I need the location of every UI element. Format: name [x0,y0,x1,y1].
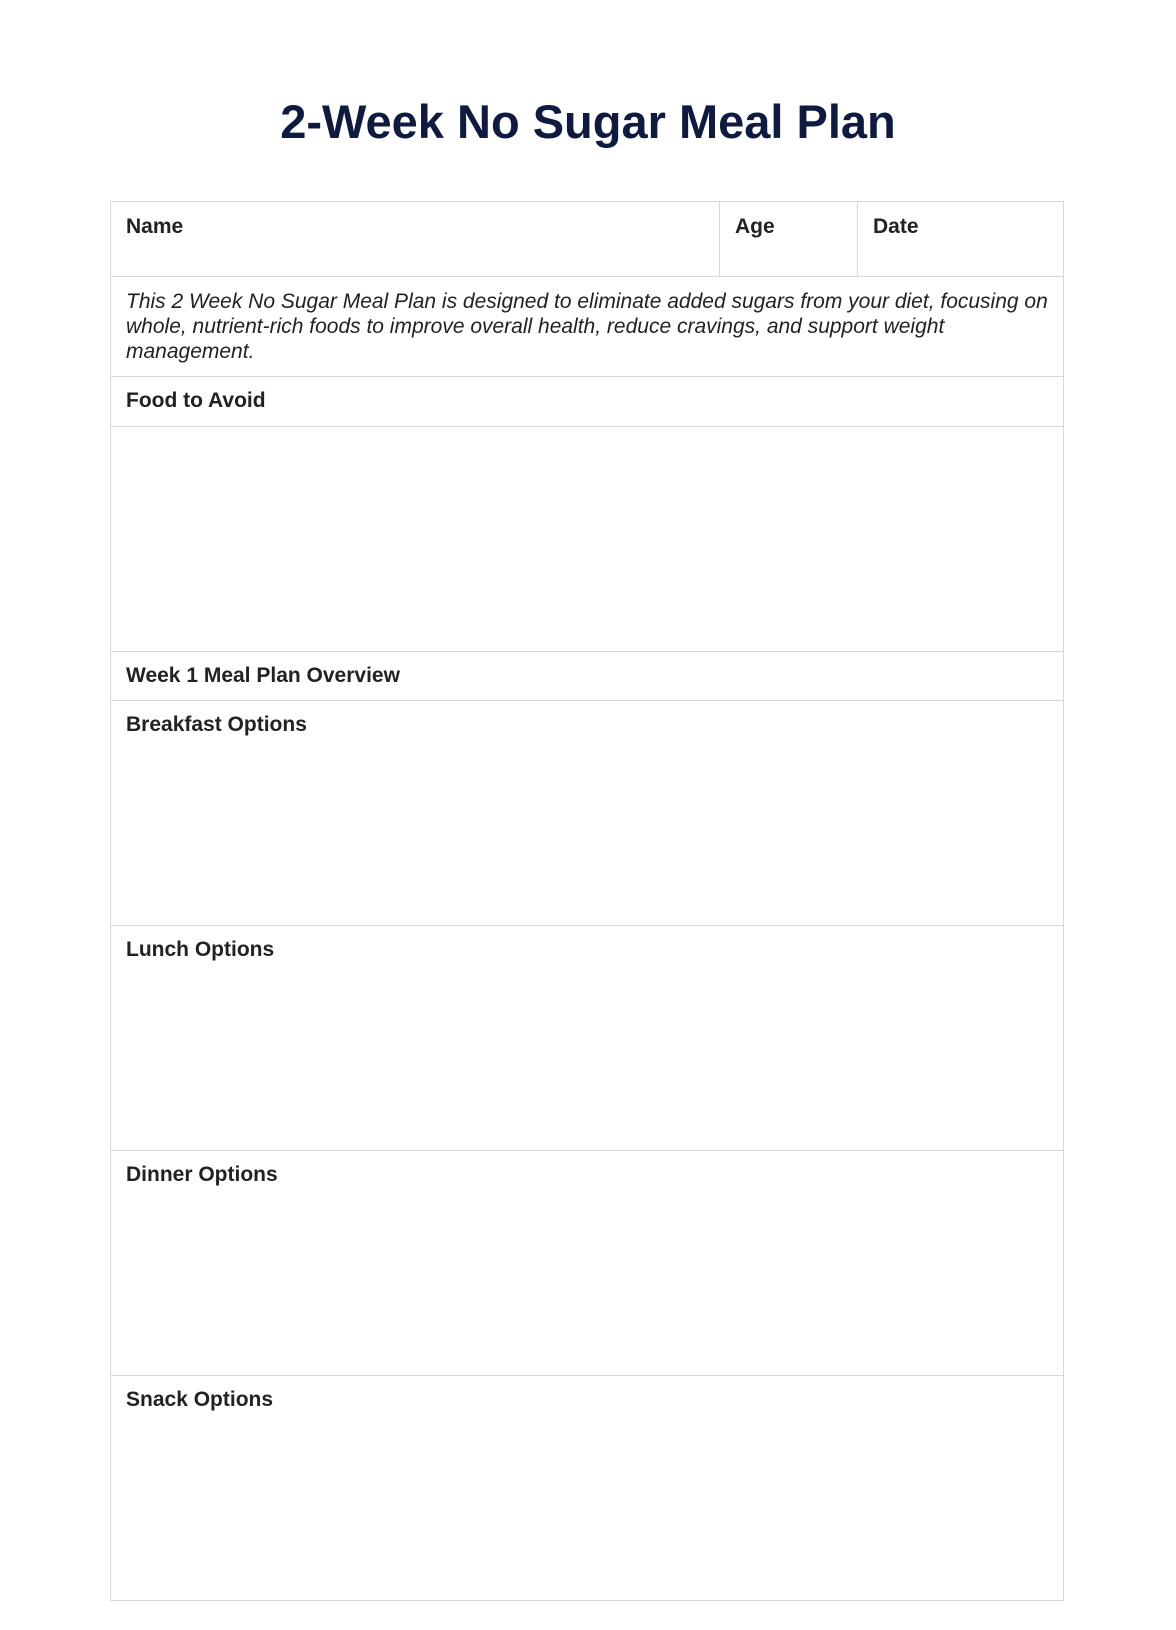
dinner-options-field[interactable] [111,1150,1063,1375]
page-title: 2-Week No Sugar Meal Plan [280,95,896,148]
breakfast-options-label: Breakfast Options [126,713,307,736]
snack-options-field[interactable] [111,1375,1063,1600]
lunch-options-field[interactable] [111,925,1063,1150]
patient-info-row [111,202,1063,276]
week1-overview-heading: Week 1 Meal Plan Overview [111,651,1063,700]
dinner-options-label: Dinner Options [126,1163,278,1186]
food-to-avoid-heading: Food to Avoid [111,376,1063,426]
name-label: Name [126,215,184,238]
date-label: Date [873,215,919,238]
meal-plan-form [110,201,1064,1601]
breakfast-options-field[interactable] [111,700,1063,925]
lunch-options-label: Lunch Options [126,938,275,961]
age-field[interactable] [720,202,858,276]
description: This 2 Week No Sugar Meal Plan is designed to eliminate added sugars from your diet, focusing on whole, nutrient-rich foods to improve overall health, reduce cravings, and support weight management. [111,276,1063,376]
snack-options-label: Snack Options [126,1388,274,1411]
age-label: Age [735,215,775,238]
food-to-avoid-field[interactable] [111,426,1063,651]
name-field[interactable] [111,202,720,276]
date-field[interactable] [858,202,1063,276]
